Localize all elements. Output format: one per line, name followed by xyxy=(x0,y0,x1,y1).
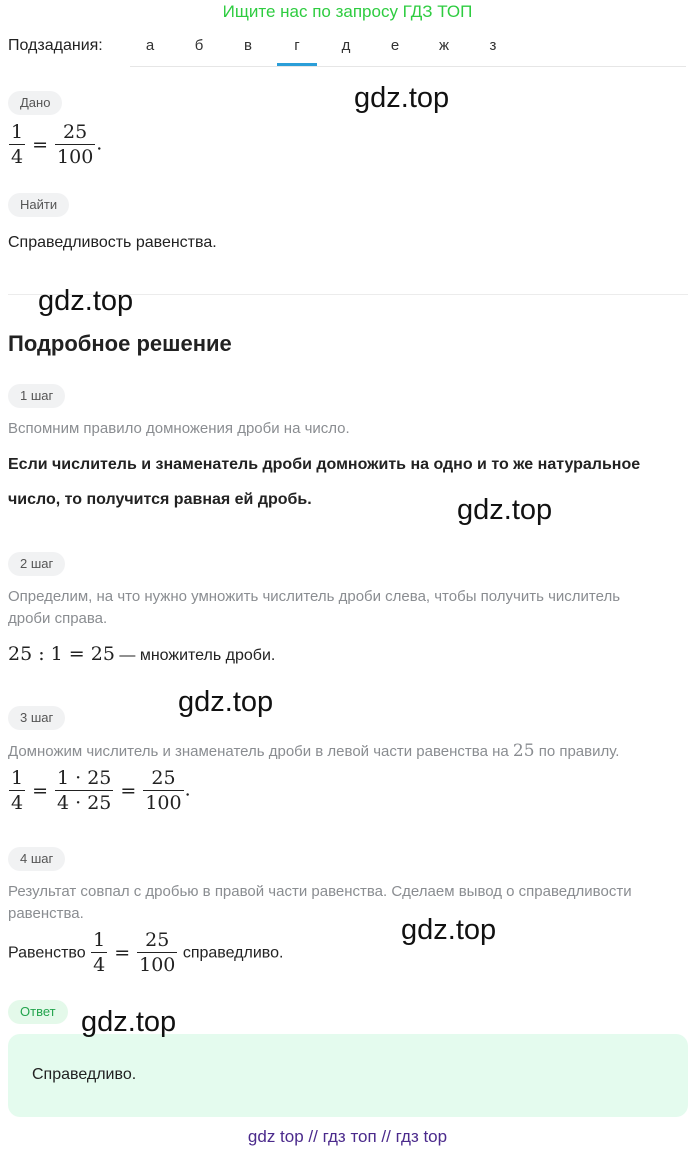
step-3-description xyxy=(8,740,619,763)
step-3-description-number: 25 xyxy=(512,741,535,761)
numerator: 25 xyxy=(145,929,170,951)
step-3-chip: 3 шаг xyxy=(8,706,65,730)
denominator: 4 xyxy=(93,954,106,976)
tab-d[interactable]: д xyxy=(341,37,351,54)
subtasks-label: Подзадания: xyxy=(8,37,103,54)
step-2-suffix: — множитель дроби. xyxy=(119,647,276,664)
step-1-chip: 1 шаг xyxy=(8,384,65,408)
given-fraction-right xyxy=(55,120,95,169)
step-3-description-end: по правилу. xyxy=(538,743,620,760)
denominator: 4 xyxy=(11,792,24,814)
step-4-fraction-right xyxy=(137,928,177,977)
step-3-description-text: Домножим числитель и знаменатель дроби в левой части равенства на xyxy=(8,743,509,760)
tab-e[interactable]: е xyxy=(390,37,400,54)
step-2-description-line-1: Определим, на что нужно умножить числитель дроби слева, чтобы получить числитель xyxy=(8,588,621,605)
watermark: gdz.top xyxy=(354,82,450,114)
step-4-suffix: справедливо. xyxy=(182,944,284,962)
given-chip: Дано xyxy=(8,91,62,115)
equals-sign: = xyxy=(32,779,49,802)
footer-links: gdz top // гдз топ // гдз top xyxy=(247,1127,448,1146)
denominator: 4 · 25 xyxy=(57,792,112,814)
watermark: gdz.top xyxy=(38,285,134,317)
step-2-result xyxy=(8,643,275,665)
numerator: 1 xyxy=(11,767,24,789)
step-4-fraction-left xyxy=(91,928,107,977)
step-1-rule-line-1: Если числитель и знаменатель дроби домножить на одно и то же натуральное xyxy=(8,456,641,473)
step-4-chip: 4 шаг xyxy=(8,847,65,871)
equals-sign: = xyxy=(120,779,137,802)
tab-a[interactable]: а xyxy=(145,37,155,54)
step-2-math: 25 : 1 = 25 xyxy=(8,643,115,665)
search-hint-banner: Ищите нас по запросу ГДЗ ТОП xyxy=(222,2,473,21)
find-chip: Найти xyxy=(8,193,69,217)
answer-chip: Ответ xyxy=(8,1000,68,1024)
tab-v[interactable]: в xyxy=(244,37,252,54)
numerator: 1 · 25 xyxy=(57,767,112,789)
denominator: 100 xyxy=(139,954,176,976)
given-equation xyxy=(8,120,102,169)
equals-sign: = xyxy=(114,941,131,964)
numerator: 25 xyxy=(63,121,88,143)
step-4-description-line-1: Результат совпал с дробью в правой части равенства. Сделаем вывод о справедливости xyxy=(8,883,632,900)
step-1-description: Вспомним правило домножения дроби на число. xyxy=(8,420,350,437)
numerator: 1 xyxy=(93,929,106,951)
tab-g[interactable]: г xyxy=(277,30,317,66)
solution-title: Подробное решение xyxy=(8,331,232,356)
denominator: 4 xyxy=(11,146,24,168)
watermark: gdz.top xyxy=(81,1006,177,1038)
answer-text: Справедливо. xyxy=(32,1066,137,1083)
denominator: 100 xyxy=(145,792,182,814)
step-3-fraction-3 xyxy=(143,766,183,815)
numerator: 25 xyxy=(151,767,176,789)
subtask-tabs xyxy=(130,30,686,67)
step-4-conclusion xyxy=(8,928,283,977)
step-2-chip: 2 шаг xyxy=(8,552,65,576)
step-3-fraction-2 xyxy=(55,766,113,815)
period: . xyxy=(184,778,191,801)
tab-z[interactable]: з xyxy=(489,37,497,54)
find-text: Справедливость равенства. xyxy=(8,234,217,251)
step-1-rule-line-2: число, то получится равная ей дробь. xyxy=(8,491,312,508)
given-fraction-left xyxy=(9,120,25,169)
tab-zh[interactable]: ж xyxy=(438,37,450,54)
numerator: 1 xyxy=(11,121,24,143)
watermark: gdz.top xyxy=(457,494,553,526)
tab-b[interactable]: б xyxy=(194,37,204,54)
period: . xyxy=(96,132,103,155)
step-4-prefix: Равенство xyxy=(8,944,86,962)
watermark: gdz.top xyxy=(401,914,497,946)
denominator: 100 xyxy=(57,146,94,168)
step-4-description-line-2: равенства. xyxy=(8,905,84,922)
step-2-description-line-2: дроби справа. xyxy=(8,610,108,627)
step-3-fraction-1 xyxy=(9,766,25,815)
equals-sign: = xyxy=(32,133,49,156)
watermark: gdz.top xyxy=(178,686,274,718)
step-3-equation xyxy=(8,766,191,815)
